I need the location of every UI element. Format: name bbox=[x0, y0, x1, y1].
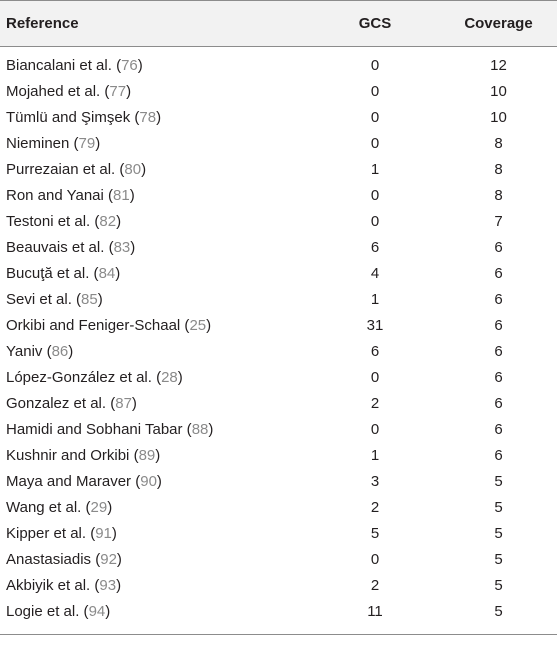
citation-link[interactable]: 92 bbox=[100, 551, 117, 568]
reference-cell: Nieminen (79) bbox=[6, 135, 101, 152]
reference-cell: Sevi et al. (85) bbox=[6, 291, 103, 308]
gcs-cell: 2 bbox=[370, 499, 380, 516]
coverage-cell: 12 bbox=[490, 57, 507, 74]
coverage-cell: 10 bbox=[490, 109, 507, 126]
reference-cell: Wang et al. (29) bbox=[6, 499, 113, 516]
table-row bbox=[0, 209, 557, 235]
gcs-cell: 0 bbox=[370, 421, 380, 438]
coverage-cell: 6 bbox=[494, 239, 503, 256]
citation-link[interactable]: 76 bbox=[121, 57, 138, 74]
citation-link[interactable]: 29 bbox=[90, 499, 108, 516]
table-row bbox=[0, 573, 557, 599]
table-row bbox=[0, 443, 557, 469]
reference-name: Hamidi and Sobhani Tabar bbox=[6, 421, 183, 438]
reference-cell: Tümlü and Şimşek (78) bbox=[6, 109, 162, 126]
citation-link[interactable]: 85 bbox=[81, 291, 98, 308]
reference-cell: Bucuţă et al. (84) bbox=[6, 265, 121, 282]
reference-name: Logie et al. bbox=[6, 603, 80, 620]
citation-link[interactable]: 77 bbox=[109, 83, 127, 100]
citation-link[interactable]: 28 bbox=[161, 369, 178, 386]
reference-cell: Purrezaian et al. (80) bbox=[6, 161, 147, 178]
gcs-cell: 0 bbox=[370, 213, 380, 230]
reference-name: Orkibi and Feniger-Schaal bbox=[6, 317, 181, 334]
reference-cell: Gonzalez et al. (87) bbox=[6, 395, 137, 412]
gcs-cell: 0 bbox=[370, 83, 380, 100]
reference-name: Purrezaian et al. bbox=[6, 161, 116, 178]
gcs-cell: 0 bbox=[370, 551, 380, 568]
table-row bbox=[0, 495, 557, 521]
reference-name: Yaniv bbox=[6, 343, 43, 360]
coverage-cell: 5 bbox=[494, 499, 503, 516]
reference-cell: Akbiyik et al. (93) bbox=[6, 577, 122, 594]
reference-cell: Yaniv (86) bbox=[6, 343, 74, 360]
citation-link[interactable]: 91 bbox=[95, 525, 112, 542]
header-coverage: Coverage bbox=[440, 1, 557, 47]
table-row bbox=[0, 339, 557, 365]
table-row bbox=[0, 47, 557, 80]
citation-link[interactable]: 78 bbox=[139, 109, 157, 126]
reference-name: Tümlü and Şimşek bbox=[6, 109, 131, 126]
table-row bbox=[0, 183, 557, 209]
reference-cell: Kipper et al. (91) bbox=[6, 525, 117, 542]
gcs-cell: 4 bbox=[370, 265, 380, 282]
citation-link[interactable]: 82 bbox=[99, 213, 117, 230]
reference-name: Ron and Yanai bbox=[6, 187, 104, 204]
citation-link[interactable]: 93 bbox=[99, 577, 117, 594]
gcs-cell: 5 bbox=[370, 525, 380, 542]
reference-cell: Logie et al. (94) bbox=[0, 599, 310, 635]
reference-name: Anastasiadis bbox=[6, 551, 92, 568]
coverage-cell: 6 bbox=[494, 395, 503, 412]
header-gcs: GCS bbox=[310, 1, 440, 47]
reference-cell: López-González et al. (28) bbox=[6, 369, 183, 386]
gcs-cell: 2 bbox=[370, 577, 380, 594]
coverage-cell: 5 bbox=[440, 599, 557, 635]
table-row bbox=[0, 287, 557, 313]
gcs-cell: 2 bbox=[370, 395, 380, 412]
coverage-cell: 6 bbox=[494, 421, 503, 438]
reference-cell: Testoni et al. (82) bbox=[6, 213, 122, 230]
citation-link[interactable]: 25 bbox=[189, 317, 207, 334]
reference-cell: Hamidi and Sobhani Tabar (88) bbox=[6, 421, 214, 438]
coverage-cell: 8 bbox=[494, 187, 503, 204]
gcs-cell: 0 bbox=[370, 369, 380, 386]
reference-cell: Anastasiadis (92) bbox=[6, 551, 122, 568]
table-row bbox=[0, 599, 557, 635]
header-row bbox=[0, 1, 557, 47]
reference-name: Sevi et al. bbox=[6, 291, 72, 308]
citation-link[interactable]: 87 bbox=[115, 395, 132, 412]
citation-link[interactable]: 80 bbox=[124, 161, 142, 178]
reference-cell: Biancalani et al. (76) bbox=[6, 57, 143, 74]
reference-name: Kipper et al. bbox=[6, 525, 87, 542]
table-body bbox=[0, 47, 557, 635]
reference-name: Maya and Maraver bbox=[6, 473, 132, 490]
gcs-cell: 0 bbox=[370, 135, 380, 152]
table-row bbox=[0, 157, 557, 183]
table-row bbox=[0, 547, 557, 573]
table-row bbox=[0, 235, 557, 261]
coverage-cell: 8 bbox=[494, 161, 503, 178]
reference-name: Beauvais et al. bbox=[6, 239, 105, 256]
gcs-cell: 1 bbox=[370, 291, 380, 308]
table-row bbox=[0, 131, 557, 157]
reference-name: Gonzalez et al. bbox=[6, 395, 107, 412]
citation-link[interactable]: 88 bbox=[191, 421, 209, 438]
table-row bbox=[0, 105, 557, 131]
coverage-cell: 6 bbox=[494, 291, 503, 308]
coverage-cell: 7 bbox=[494, 213, 503, 230]
reference-cell: Ron and Yanai (81) bbox=[6, 187, 135, 204]
coverage-cell: 6 bbox=[494, 369, 503, 386]
citation-link[interactable]: 81 bbox=[113, 187, 130, 204]
coverage-cell: 5 bbox=[494, 551, 503, 568]
coverage-cell: 5 bbox=[494, 577, 503, 594]
reference-cell: Mojahed et al. (77) bbox=[6, 83, 132, 100]
table-row bbox=[0, 521, 557, 547]
gcs-cell: 6 bbox=[370, 343, 380, 360]
table-header bbox=[0, 1, 557, 47]
coverage-cell: 8 bbox=[494, 135, 503, 152]
header-reference: Reference bbox=[0, 1, 310, 47]
coverage-cell: 5 bbox=[494, 525, 503, 542]
reference-cell: Kushnir and Orkibi (89) bbox=[6, 447, 161, 464]
citation-link[interactable]: 86 bbox=[51, 343, 69, 360]
citation-link[interactable]: 90 bbox=[140, 473, 157, 490]
citation-link[interactable]: 89 bbox=[138, 447, 156, 464]
reference-cell: Orkibi and Feniger-Schaal (25) bbox=[6, 317, 212, 334]
coverage-cell: 10 bbox=[490, 83, 507, 100]
gcs-cell: 1 bbox=[370, 447, 380, 464]
gcs-cell: 3 bbox=[370, 473, 380, 490]
gcs-cell: 31 bbox=[366, 317, 384, 334]
citation-link[interactable]: 94 bbox=[88, 603, 106, 620]
gcs-cell: 0 bbox=[370, 57, 380, 74]
table-row bbox=[0, 391, 557, 417]
reference-name: López-González et al. bbox=[6, 369, 152, 386]
reference-cell: Maya and Maraver (90) bbox=[6, 473, 162, 490]
gcs-cell: 0 bbox=[370, 187, 380, 204]
reference-name: Kushnir and Orkibi bbox=[6, 447, 130, 464]
reference-name: Mojahed et al. bbox=[6, 83, 101, 100]
table-row bbox=[0, 261, 557, 287]
reference-name: Nieminen bbox=[6, 135, 70, 152]
table-row bbox=[0, 469, 557, 495]
gcs-cell: 6 bbox=[370, 239, 380, 256]
coverage-cell: 6 bbox=[494, 343, 503, 360]
reference-name: Biancalani et al. bbox=[6, 57, 112, 74]
reference-name: Wang et al. bbox=[6, 499, 82, 516]
coverage-cell: 6 bbox=[494, 265, 503, 282]
coverage-cell: 6 bbox=[494, 447, 503, 464]
reference-name: Testoni et al. bbox=[6, 213, 91, 230]
table-row bbox=[0, 417, 557, 443]
gcs-cell: 1 bbox=[370, 161, 380, 178]
reference-cell: Beauvais et al. (83) bbox=[6, 239, 136, 256]
citation-link[interactable]: 83 bbox=[113, 239, 131, 256]
gcs-cell: 11 bbox=[310, 599, 440, 635]
gcs-cell: 0 bbox=[370, 109, 380, 126]
citation-link[interactable]: 79 bbox=[78, 135, 96, 152]
citation-link[interactable]: 84 bbox=[98, 265, 116, 282]
reference-name: Bucuţă et al. bbox=[6, 265, 90, 282]
coverage-cell: 6 bbox=[494, 317, 503, 334]
table-row bbox=[0, 79, 557, 105]
coverage-cell: 5 bbox=[494, 473, 503, 490]
table-row bbox=[0, 365, 557, 391]
table-row bbox=[0, 313, 557, 339]
reference-name: Akbiyik et al. bbox=[6, 577, 91, 594]
